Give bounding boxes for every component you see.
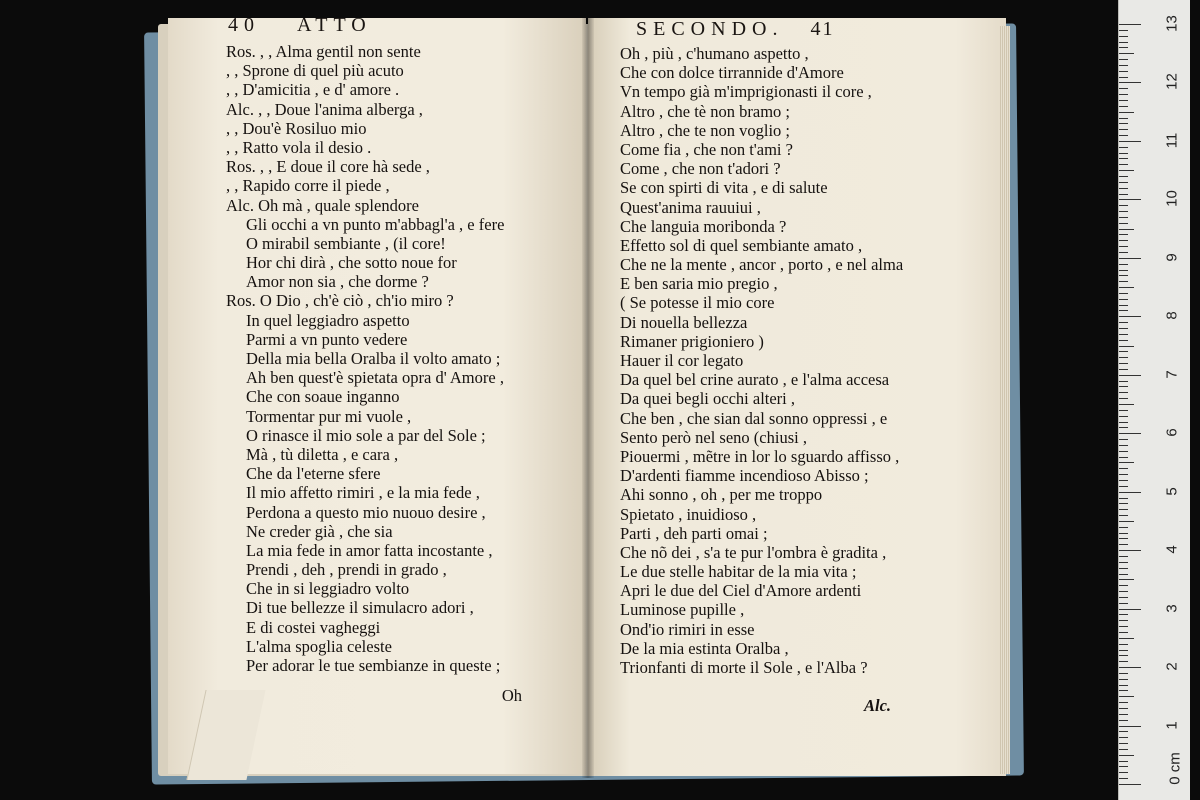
right-page-line: ( Se potesse il mio core [620, 293, 775, 313]
ruler-tick [1119, 714, 1128, 715]
right-page-line: De la mia estinta Oralba , [620, 638, 789, 658]
left-page-line: , , Ratto vola il desio . [226, 137, 372, 157]
ruler-tick [1119, 708, 1128, 709]
ruler-tick [1119, 281, 1128, 282]
ruler-tick [1119, 498, 1128, 499]
ruler-tick [1119, 153, 1128, 154]
ruler-number: 7 [1163, 370, 1181, 379]
right-page-line: Piouermi , mẽtre in lor lo sguardo affisso , [620, 446, 900, 466]
left-page-line: Per adorar le tue sembianze in queste ; [246, 656, 501, 675]
ruler-tick [1119, 264, 1128, 265]
ruler-tick [1119, 334, 1128, 335]
ruler-tick [1119, 217, 1128, 218]
ruler-tick [1119, 784, 1141, 785]
ruler-tick [1119, 673, 1128, 674]
ruler-tick [1119, 205, 1128, 206]
left-page-line: Ah ben quest'è spietata opra d' Amore , [246, 368, 504, 388]
left-page-number: 40 [228, 14, 260, 36]
ruler-tick [1119, 509, 1128, 510]
right-page-line: Di nouella bellezza [620, 312, 748, 332]
right-page-line: Trionfanti di morte il Sole , e l'Alba ? [620, 658, 868, 677]
ruler-tick [1119, 737, 1128, 738]
ruler-number: 13 [1163, 15, 1181, 32]
page-edges [1000, 26, 1010, 774]
left-page-line: Che in si leggiadro volto [246, 579, 410, 599]
ruler-number: 1 [1163, 720, 1181, 730]
ruler-tick [1119, 685, 1128, 686]
ruler-tick [1119, 562, 1128, 563]
ruler-tick [1119, 749, 1128, 750]
ruler-tick [1119, 82, 1141, 83]
right-page-line: Hauer il cor legato [620, 351, 744, 370]
ruler-tick [1119, 252, 1128, 253]
left-page-line: Della mia bella Oralba il volto amato ; [246, 349, 501, 368]
ruler-tick [1119, 141, 1141, 142]
ruler-tick [1119, 632, 1128, 633]
left-page-line: O rinasce il mio sole a par del Sole ; [246, 425, 486, 445]
ruler-tick [1119, 234, 1128, 235]
left-header [228, 14, 372, 37]
left-page-line: , , D'amicitia , e d' amore . [226, 80, 400, 100]
right-page-number: 41 [810, 18, 835, 40]
ruler-tick [1119, 544, 1128, 545]
right-page-line: Altro , che tè non bramo ; [620, 101, 790, 121]
left-page-line: , , Rapido corre il piede , [226, 176, 390, 196]
right-page-line: Vn tempo già m'imprigionasti il core , [620, 82, 872, 102]
ruler-tick [1119, 609, 1141, 610]
ruler-tick [1119, 761, 1128, 762]
right-page-line: Spietato , inuidioso , [620, 504, 757, 524]
left-page-line: Hor chi dirà , che sotto noue for [246, 253, 457, 273]
ruler-tick [1119, 346, 1134, 347]
ruler-tick [1119, 246, 1128, 247]
ruler-tick [1119, 427, 1128, 428]
right-page-line: Che ben , che sian dal sonno oppressi , e [620, 408, 888, 428]
ruler-tick [1119, 158, 1128, 159]
ruler-tick [1119, 369, 1128, 370]
ruler-tick [1119, 135, 1128, 136]
left-page-line: E di costei vagheggi [246, 617, 381, 637]
left-page-line: Parmi a vn punto vedere [246, 329, 408, 349]
right-page-line: Quest'anima rauuiui , [620, 197, 761, 217]
ruler-tick [1119, 194, 1128, 195]
ruler-tick [1119, 363, 1128, 364]
ruler-tick [1119, 357, 1128, 358]
ruler-tick [1119, 299, 1128, 300]
ruler-tick [1119, 696, 1134, 697]
ruler-tick [1119, 223, 1128, 224]
ruler-tick [1119, 310, 1128, 311]
left-page-line: L'alma spoglia celeste [246, 636, 392, 656]
left-page-line: Tormentar pur mi vuole , [246, 406, 412, 426]
ruler-number: 3 [1163, 603, 1181, 613]
right-page-line: Come , che non t'adori ? [620, 159, 781, 179]
left-page-line: , , Sprone di quel più acuto [226, 61, 404, 81]
ruler-tick [1119, 445, 1128, 446]
left-page-text [226, 42, 576, 675]
right-page-line: Come fia , che non t'ami ? [620, 139, 793, 159]
right-page-line: D'ardenti fiamme incendioso Abisso ; [620, 466, 869, 486]
right-page-line: Che nõ dei , s'a te pur l'ombra è gradita , [620, 542, 887, 562]
ruler-tick [1119, 386, 1128, 387]
ruler-tick [1119, 410, 1128, 411]
right-page-line: Altro , che te non voglio ; [620, 120, 791, 140]
left-page-line: O mirabil sembiante , (il core! [246, 233, 446, 253]
left-page-line: Ne creder già , che sia [246, 521, 393, 541]
ruler-tick [1119, 170, 1134, 171]
ruler-tick [1119, 328, 1128, 329]
left-page-line: Ros. O Dio , ch'è ciò , ch'io miro ? [226, 291, 454, 311]
ruler-tick [1119, 451, 1128, 452]
ruler-tick [1119, 591, 1128, 592]
ruler-tick [1119, 527, 1128, 528]
right-page-line: Da quei begli occhi alteri , [620, 389, 796, 409]
ruler-tick [1119, 94, 1128, 95]
ruler-tick [1119, 515, 1128, 516]
ruler-tick [1119, 778, 1128, 779]
right-page-line: Apri le due del Ciel d'Amore ardenti [620, 581, 862, 601]
left-page-line: Di tue bellezze il simulacro adori , [246, 598, 474, 618]
ruler-tick [1119, 88, 1128, 89]
book-gutter [582, 18, 594, 778]
ruler-tick [1119, 726, 1141, 727]
ruler-tick [1119, 457, 1128, 458]
right-page-line: Luminose pupille , [620, 600, 745, 620]
ruler-tick [1119, 655, 1128, 656]
ruler-tick [1119, 468, 1128, 469]
ruler-tick [1119, 53, 1134, 54]
ruler-tick [1119, 667, 1141, 668]
right-page-line: Ond'io rimiri in esse [620, 619, 755, 639]
ruler-tick [1119, 433, 1141, 434]
left-page-line: In quel leggiadro aspetto [246, 310, 410, 330]
ruler-tick [1119, 503, 1128, 504]
left-page-line: Alc. Oh mà , quale splendore [226, 195, 419, 215]
right-page-line: Sento però nel seno (chiusi , [620, 427, 807, 447]
ruler-number: 4 [1163, 545, 1181, 554]
ruler-tick [1119, 650, 1128, 651]
ruler-tick [1119, 188, 1128, 189]
ruler-tick [1119, 720, 1128, 721]
left-page-line: Il mio affetto rimiri , e la mia fede , [246, 483, 480, 503]
right-page-line: Effetto sol di quel sembiante amato , [620, 235, 863, 255]
right-page-line: Che languia moribonda ? [620, 216, 787, 236]
ruler-tick [1119, 661, 1128, 662]
ruler-tick [1119, 71, 1128, 72]
ruler-tick [1119, 690, 1128, 691]
ruler-tick [1119, 77, 1128, 78]
ruler-tick [1119, 275, 1128, 276]
ruler-tick [1119, 556, 1128, 557]
ruler-tick [1119, 392, 1128, 393]
right-page-line: Ahi sonno , oh , per me troppo [620, 485, 823, 505]
right-catchword: Alc. [864, 696, 892, 715]
right-page-line: Le due stelle habitar de la mia vita ; [620, 562, 857, 582]
ruler-tick [1119, 24, 1141, 25]
ruler-tick [1119, 614, 1128, 615]
ruler-number: 5 [1163, 487, 1181, 496]
ruler-tick [1119, 439, 1128, 440]
ruler-tick [1119, 375, 1141, 376]
ruler-tick [1119, 550, 1141, 551]
right-header [636, 18, 834, 41]
ruler-tick [1119, 521, 1134, 522]
ruler-tick [1119, 492, 1141, 493]
ruler-number: 9 [1163, 253, 1181, 262]
ruler-tick [1119, 293, 1128, 294]
ruler-tick [1119, 597, 1128, 598]
ruler-tick [1119, 182, 1128, 183]
ruler-tick [1119, 538, 1128, 539]
ruler-tick [1119, 211, 1128, 212]
ruler-tick [1119, 229, 1134, 230]
ruler-tick [1119, 416, 1128, 417]
ruler-tick [1119, 480, 1128, 481]
right-page-line: Che ne la mente , ancor , porto , e nel alma [620, 255, 904, 275]
ruler-tick [1119, 574, 1128, 575]
measuring-ruler [1118, 0, 1190, 800]
left-page-line: Mà , tù diletta , e cara , [246, 444, 399, 464]
ruler-tick [1119, 106, 1128, 107]
ruler-tick [1119, 620, 1128, 621]
ruler-number: 11 [1163, 132, 1181, 149]
ruler-tick [1119, 340, 1128, 341]
ruler-tick [1119, 603, 1128, 604]
ruler-tick [1119, 381, 1128, 382]
ruler-tick [1119, 258, 1141, 259]
ruler-tick [1119, 287, 1134, 288]
ruler-tick [1119, 585, 1128, 586]
left-page-line: Perdona a questo mio nuouo desire , [246, 502, 486, 522]
left-page-line: Gli occhi a vn punto m'abbagl'a , e fere [246, 214, 505, 234]
ruler-tick [1119, 129, 1128, 130]
ruler-tick [1119, 118, 1128, 119]
ruler-tick [1119, 755, 1134, 756]
right-page-text [620, 44, 992, 677]
ruler-tick [1119, 351, 1128, 352]
ruler-tick [1119, 568, 1128, 569]
right-page-line: Parti , deh parti omai ; [620, 523, 768, 543]
right-page-line: Se con spirti di vita , e di salute [620, 178, 828, 198]
ruler-tick [1119, 36, 1128, 37]
ruler-tick [1119, 731, 1128, 732]
left-page-line: Che con soaue inganno [246, 387, 400, 407]
ruler-unit-label: 0 cm [1166, 752, 1184, 785]
ruler-tick [1119, 112, 1134, 113]
ruler-tick [1119, 65, 1128, 66]
ruler-number: 6 [1163, 428, 1181, 437]
ruler-tick [1119, 30, 1128, 31]
ruler-tick [1119, 316, 1141, 317]
ruler-tick [1119, 772, 1128, 773]
left-page-line: Amor non sia , che dorme ? [246, 272, 429, 292]
ruler-tick [1119, 533, 1128, 534]
ruler-tick [1119, 305, 1128, 306]
left-page-line: , , Dou'è Rosiluo mio [226, 118, 367, 138]
ruler-tick [1119, 702, 1128, 703]
left-page-line: Che da l'eterne sfere [246, 464, 381, 484]
ruler-tick [1119, 743, 1128, 744]
ruler-number: 8 [1163, 311, 1181, 320]
left-page-line: Alc. , , Doue l'anima alberga , [226, 99, 423, 119]
left-catchword: Oh [501, 686, 522, 705]
left-running-title: ATTO [297, 14, 372, 36]
right-running-title: SECONDO. [636, 18, 784, 40]
ruler-number: 2 [1163, 662, 1181, 671]
ruler-tick [1119, 240, 1128, 241]
ruler-tick [1119, 626, 1128, 627]
ruler-tick [1119, 42, 1128, 43]
right-page-line: Oh , più , c'humano aspetto , [620, 44, 809, 63]
ruler-tick [1119, 322, 1128, 323]
ruler-tick [1119, 462, 1134, 463]
ruler-tick [1119, 100, 1128, 101]
ruler-tick [1119, 766, 1128, 767]
ruler-tick [1119, 679, 1128, 680]
left-page-line: Prendi , deh , prendi in grado , [246, 560, 447, 580]
ruler-number: 10 [1163, 190, 1181, 208]
ruler-number: 12 [1163, 73, 1181, 91]
ruler-tick [1119, 638, 1134, 639]
ruler-tick [1119, 474, 1128, 475]
ruler-tick [1119, 486, 1128, 487]
ruler-tick [1119, 164, 1128, 165]
ruler-tick [1119, 123, 1128, 124]
ruler-tick [1119, 398, 1128, 399]
ruler-tick [1119, 59, 1128, 60]
ruler-tick [1119, 47, 1128, 48]
right-page-line: Rimaner prigioniero ) [620, 331, 764, 351]
ruler-tick [1119, 176, 1128, 177]
left-page-line: Ros. , , E doue il core hà sede , [226, 157, 430, 177]
ruler-tick [1119, 147, 1128, 148]
ruler-tick [1119, 270, 1128, 271]
right-page-line: E ben saria mio pregio , [620, 274, 778, 294]
ruler-tick [1119, 644, 1128, 645]
left-page-line: Ros. , , Alma gentil non sente [226, 42, 421, 61]
ruler-tick [1119, 422, 1128, 423]
ruler-tick [1119, 579, 1134, 580]
ruler-tick [1119, 199, 1141, 200]
right-page-line: Da quel bel crine aurato , e l'alma accesa [620, 370, 890, 390]
right-page-line: Che con dolce tirrannide d'Amore [620, 63, 844, 83]
left-page-line: La mia fede in amor fatta incostante , [246, 540, 493, 560]
ruler-tick [1119, 404, 1134, 405]
